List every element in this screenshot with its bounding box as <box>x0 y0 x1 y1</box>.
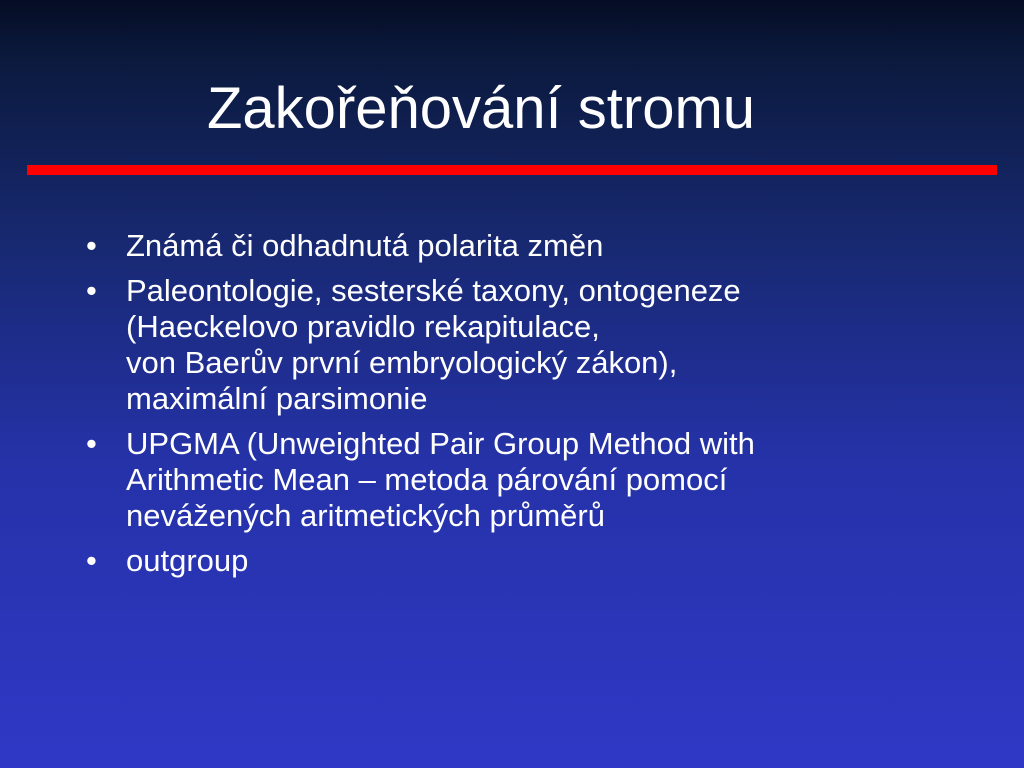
bullet-item <box>78 273 978 417</box>
bullet-item <box>78 426 978 534</box>
bullet-text-line: von Baerův první embryologický zákon), <box>126 345 678 380</box>
bullet-item <box>78 228 978 264</box>
bullet-text-line: UPGMA (Unweighted Pair Group Method with <box>126 426 755 461</box>
bullet-icon: • <box>86 543 97 578</box>
bullet-text-line: outgroup <box>126 543 249 578</box>
bullet-text-line: Známá či odhadnutá polarita změn <box>126 228 604 263</box>
bullet-icon: • <box>86 228 97 263</box>
bullet-text-line: maximální parsimonie <box>126 381 428 416</box>
bullet-text-line: Paleontologie, sesterské taxony, ontogeneze <box>126 273 741 308</box>
title-divider <box>27 165 997 175</box>
bullet-item <box>78 543 978 579</box>
bullet-icon: • <box>86 273 97 308</box>
bullet-icon: • <box>86 426 97 461</box>
bullet-list <box>78 228 978 588</box>
bullet-text-line: (Haeckelovo pravidlo rekapitulace, <box>126 309 600 344</box>
slide-title: Zakořeňování stromu <box>207 76 756 141</box>
bullet-text-line: nevážených aritmetických průměrů <box>126 498 605 533</box>
bullet-text-line: Arithmetic Mean – metoda párování pomocí <box>126 462 728 497</box>
